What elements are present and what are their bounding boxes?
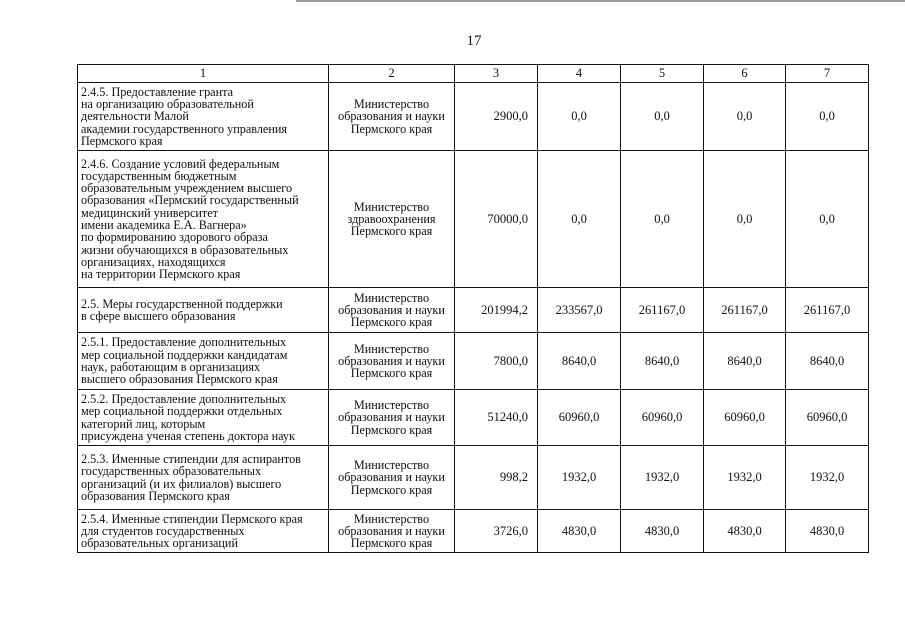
row-org: Министерство образования и науки Пермского края [329, 83, 455, 151]
budget-table [77, 64, 869, 553]
row-value: 1932,0 [786, 446, 869, 510]
page-number: 17 [466, 33, 482, 49]
row-value: 1932,0 [704, 446, 786, 510]
column-header: 4 [538, 65, 621, 83]
column-header: 1 [78, 65, 329, 83]
row-name: 2.5.4. Именные стипендии Пермского края для студентов государственных образовательных организаций [78, 510, 329, 553]
table-row [78, 151, 869, 288]
column-header: 2 [329, 65, 455, 83]
row-value: 0,0 [786, 83, 869, 151]
table-row [78, 333, 869, 390]
row-value: 0,0 [621, 83, 704, 151]
table-row [78, 288, 869, 333]
row-value: 0,0 [786, 151, 869, 288]
row-value: 261167,0 [621, 288, 704, 333]
row-name: 2.5. Меры государственной поддержки в сфере высшего образования [78, 288, 329, 333]
row-name: 2.5.2. Предоставление дополнительных мер социальной поддержки отдельных категорий лиц, которым присуждена ученая степень доктора наук [78, 390, 329, 446]
row-value: 8640,0 [621, 333, 704, 390]
top-scan-rule [296, 0, 905, 2]
row-org: Министерство образования и науки Пермского края [329, 390, 455, 446]
row-org: Министерство образования и науки Пермского края [329, 288, 455, 333]
row-org: Министерство образования и науки Пермского края [329, 333, 455, 390]
column-header: 7 [786, 65, 869, 83]
row-name: 2.4.6. Создание условий федеральным государственным бюджетным образовательным учреждением высшего образования «Пермский государственный медицинский университет имени академика Е.А. Вагнера» по формированию здорового образа жизни обучающихся в образовательных организациях, находящихся на территории Пермского края [78, 151, 329, 288]
row-value: 0,0 [704, 151, 786, 288]
row-value: 60960,0 [704, 390, 786, 446]
row-value: 60960,0 [786, 390, 869, 446]
table-row [78, 390, 869, 446]
row-value: 4830,0 [704, 510, 786, 553]
row-value: 261167,0 [704, 288, 786, 333]
row-value: 8640,0 [538, 333, 621, 390]
row-name: 2.5.3. Именные стипендии для аспирантов государственных образовательных организаций (и их филиалов) высшего образования Пермского края [78, 446, 329, 510]
row-value: 0,0 [621, 151, 704, 288]
row-value: 2900,0 [455, 83, 538, 151]
row-value: 4830,0 [621, 510, 704, 553]
row-value: 0,0 [538, 83, 621, 151]
row-value: 0,0 [704, 83, 786, 151]
row-value: 60960,0 [621, 390, 704, 446]
table-row [78, 510, 869, 553]
row-value: 70000,0 [455, 151, 538, 288]
row-value: 8640,0 [786, 333, 869, 390]
column-header: 5 [621, 65, 704, 83]
column-header: 3 [455, 65, 538, 83]
row-org: Министерство здравоохранения Пермского края [329, 151, 455, 288]
row-name: 2.4.5. Предоставление гранта на организацию образовательной деятельности Малой академии государственного управления Пермского края [78, 83, 329, 151]
row-value: 1932,0 [621, 446, 704, 510]
row-org: Министерство образования и науки Пермского края [329, 510, 455, 553]
row-value: 4830,0 [538, 510, 621, 553]
row-value: 1932,0 [538, 446, 621, 510]
table-row [78, 446, 869, 510]
row-value: 4830,0 [786, 510, 869, 553]
row-value: 998,2 [455, 446, 538, 510]
row-value: 3726,0 [455, 510, 538, 553]
row-org: Министерство образования и науки Пермского края [329, 446, 455, 510]
row-value: 8640,0 [704, 333, 786, 390]
table-header-row [78, 65, 869, 83]
row-value: 233567,0 [538, 288, 621, 333]
row-value: 261167,0 [786, 288, 869, 333]
table-row [78, 83, 869, 151]
row-value: 0,0 [538, 151, 621, 288]
row-name: 2.5.1. Предоставление дополнительных мер социальной поддержки кандидатам наук, работающим в организациях высшего образования Пермского края [78, 333, 329, 390]
row-value: 7800,0 [455, 333, 538, 390]
row-value: 201994,2 [455, 288, 538, 333]
column-header: 6 [704, 65, 786, 83]
row-value: 51240,0 [455, 390, 538, 446]
row-value: 60960,0 [538, 390, 621, 446]
